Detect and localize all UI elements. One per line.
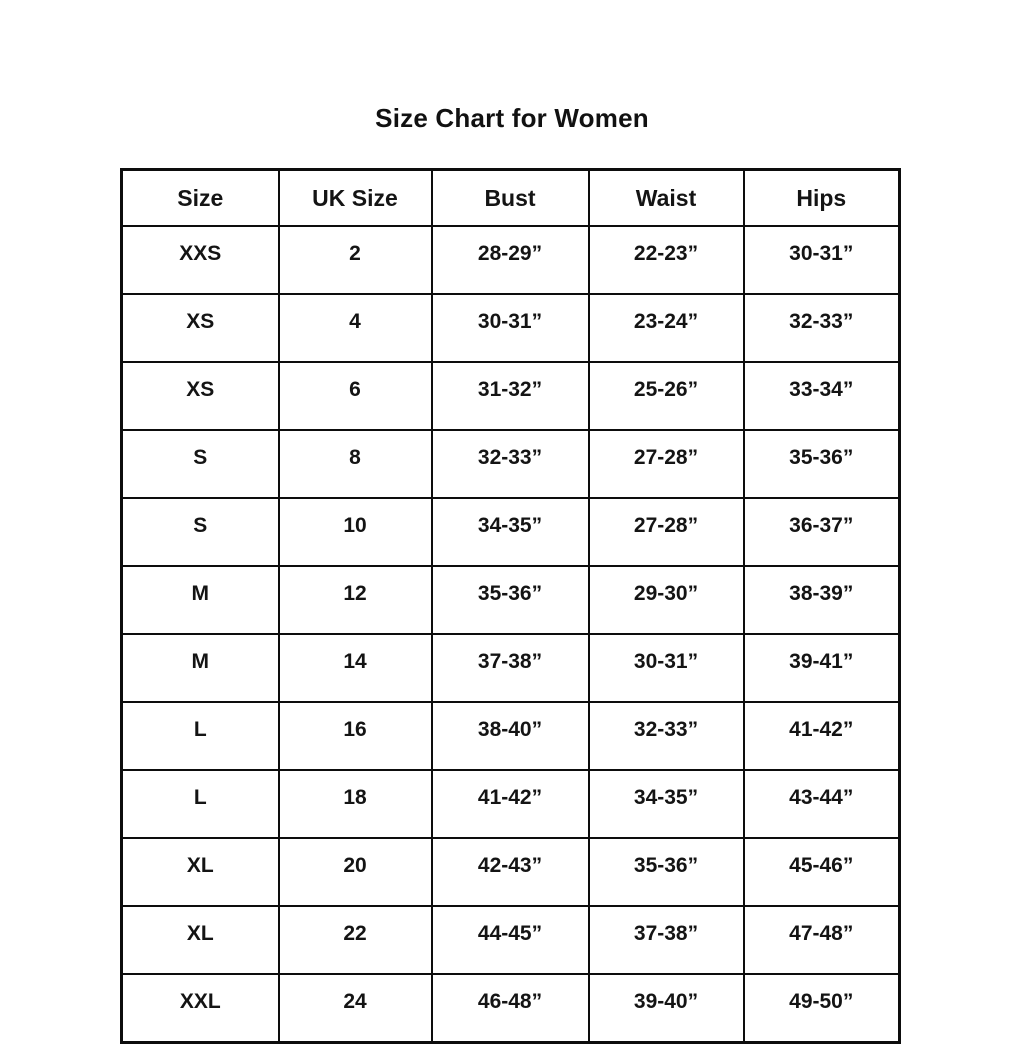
table-cell: 22-23” (589, 226, 744, 294)
table-cell: 35-36” (589, 838, 744, 906)
table-cell: 18 (279, 770, 432, 838)
table-cell: XL (122, 906, 279, 974)
table-cell: XL (122, 838, 279, 906)
table-cell: 16 (279, 702, 432, 770)
table-cell: S (122, 430, 279, 498)
table-cell: 10 (279, 498, 432, 566)
table-cell: 27-28” (589, 498, 744, 566)
table-cell: S (122, 498, 279, 566)
table-row (122, 634, 900, 702)
table-cell: 38-39” (744, 566, 900, 634)
table-cell: 42-43” (432, 838, 589, 906)
table-cell: 37-38” (589, 906, 744, 974)
table-cell: 49-50” (744, 974, 900, 1043)
table-cell: 12 (279, 566, 432, 634)
table-cell: 43-44” (744, 770, 900, 838)
table-cell: 32-33” (589, 702, 744, 770)
table-cell: XS (122, 294, 279, 362)
table-row (122, 906, 900, 974)
size-table-body (122, 226, 900, 1043)
table-cell: 32-33” (432, 430, 589, 498)
column-header-waist: Waist (589, 170, 744, 227)
table-cell: 36-37” (744, 498, 900, 566)
table-row (122, 294, 900, 362)
table-cell: 30-31” (744, 226, 900, 294)
table-header (122, 170, 900, 227)
table-cell: 32-33” (744, 294, 900, 362)
table-cell: 2 (279, 226, 432, 294)
table-cell: 25-26” (589, 362, 744, 430)
table-row (122, 702, 900, 770)
table-cell: 38-40” (432, 702, 589, 770)
table-cell: 4 (279, 294, 432, 362)
header-row (122, 170, 900, 227)
page-title: Size Chart for Women (375, 103, 649, 133)
table-row (122, 770, 900, 838)
table-cell: 34-35” (589, 770, 744, 838)
table-cell: 47-48” (744, 906, 900, 974)
table-cell: 34-35” (432, 498, 589, 566)
table-cell: 41-42” (432, 770, 589, 838)
table-cell: 8 (279, 430, 432, 498)
table-row (122, 566, 900, 634)
table-cell: 44-45” (432, 906, 589, 974)
table-row (122, 430, 900, 498)
column-header-hips: Hips (744, 170, 900, 227)
column-header-size: Size (122, 170, 279, 227)
table-cell: 30-31” (432, 294, 589, 362)
table-cell: XXL (122, 974, 279, 1043)
table-row (122, 498, 900, 566)
table-cell: 35-36” (432, 566, 589, 634)
table-cell: 45-46” (744, 838, 900, 906)
size-chart-table (120, 168, 901, 1044)
table-cell: 31-32” (432, 362, 589, 430)
table-cell: 14 (279, 634, 432, 702)
table-cell: 6 (279, 362, 432, 430)
table-cell: 33-34” (744, 362, 900, 430)
table-cell: 39-41” (744, 634, 900, 702)
table-cell: 23-24” (589, 294, 744, 362)
table-cell: 24 (279, 974, 432, 1043)
table-cell: 37-38” (432, 634, 589, 702)
table-cell: 28-29” (432, 226, 589, 294)
table-cell: L (122, 702, 279, 770)
table-row (122, 838, 900, 906)
table-cell: 20 (279, 838, 432, 906)
table-cell: 22 (279, 906, 432, 974)
table-row (122, 362, 900, 430)
table-cell: 35-36” (744, 430, 900, 498)
table-cell: 30-31” (589, 634, 744, 702)
table-row (122, 226, 900, 294)
column-header-bust: Bust (432, 170, 589, 227)
table-row (122, 974, 900, 1043)
table-cell: M (122, 566, 279, 634)
table-cell: 29-30” (589, 566, 744, 634)
column-header-uk-size: UK Size (279, 170, 432, 227)
table-cell: 39-40” (589, 974, 744, 1043)
table-cell: XS (122, 362, 279, 430)
table-cell: 46-48” (432, 974, 589, 1043)
table-cell: M (122, 634, 279, 702)
table-cell: 41-42” (744, 702, 900, 770)
table-cell: L (122, 770, 279, 838)
table-cell: 27-28” (589, 430, 744, 498)
table-cell: XXS (122, 226, 279, 294)
